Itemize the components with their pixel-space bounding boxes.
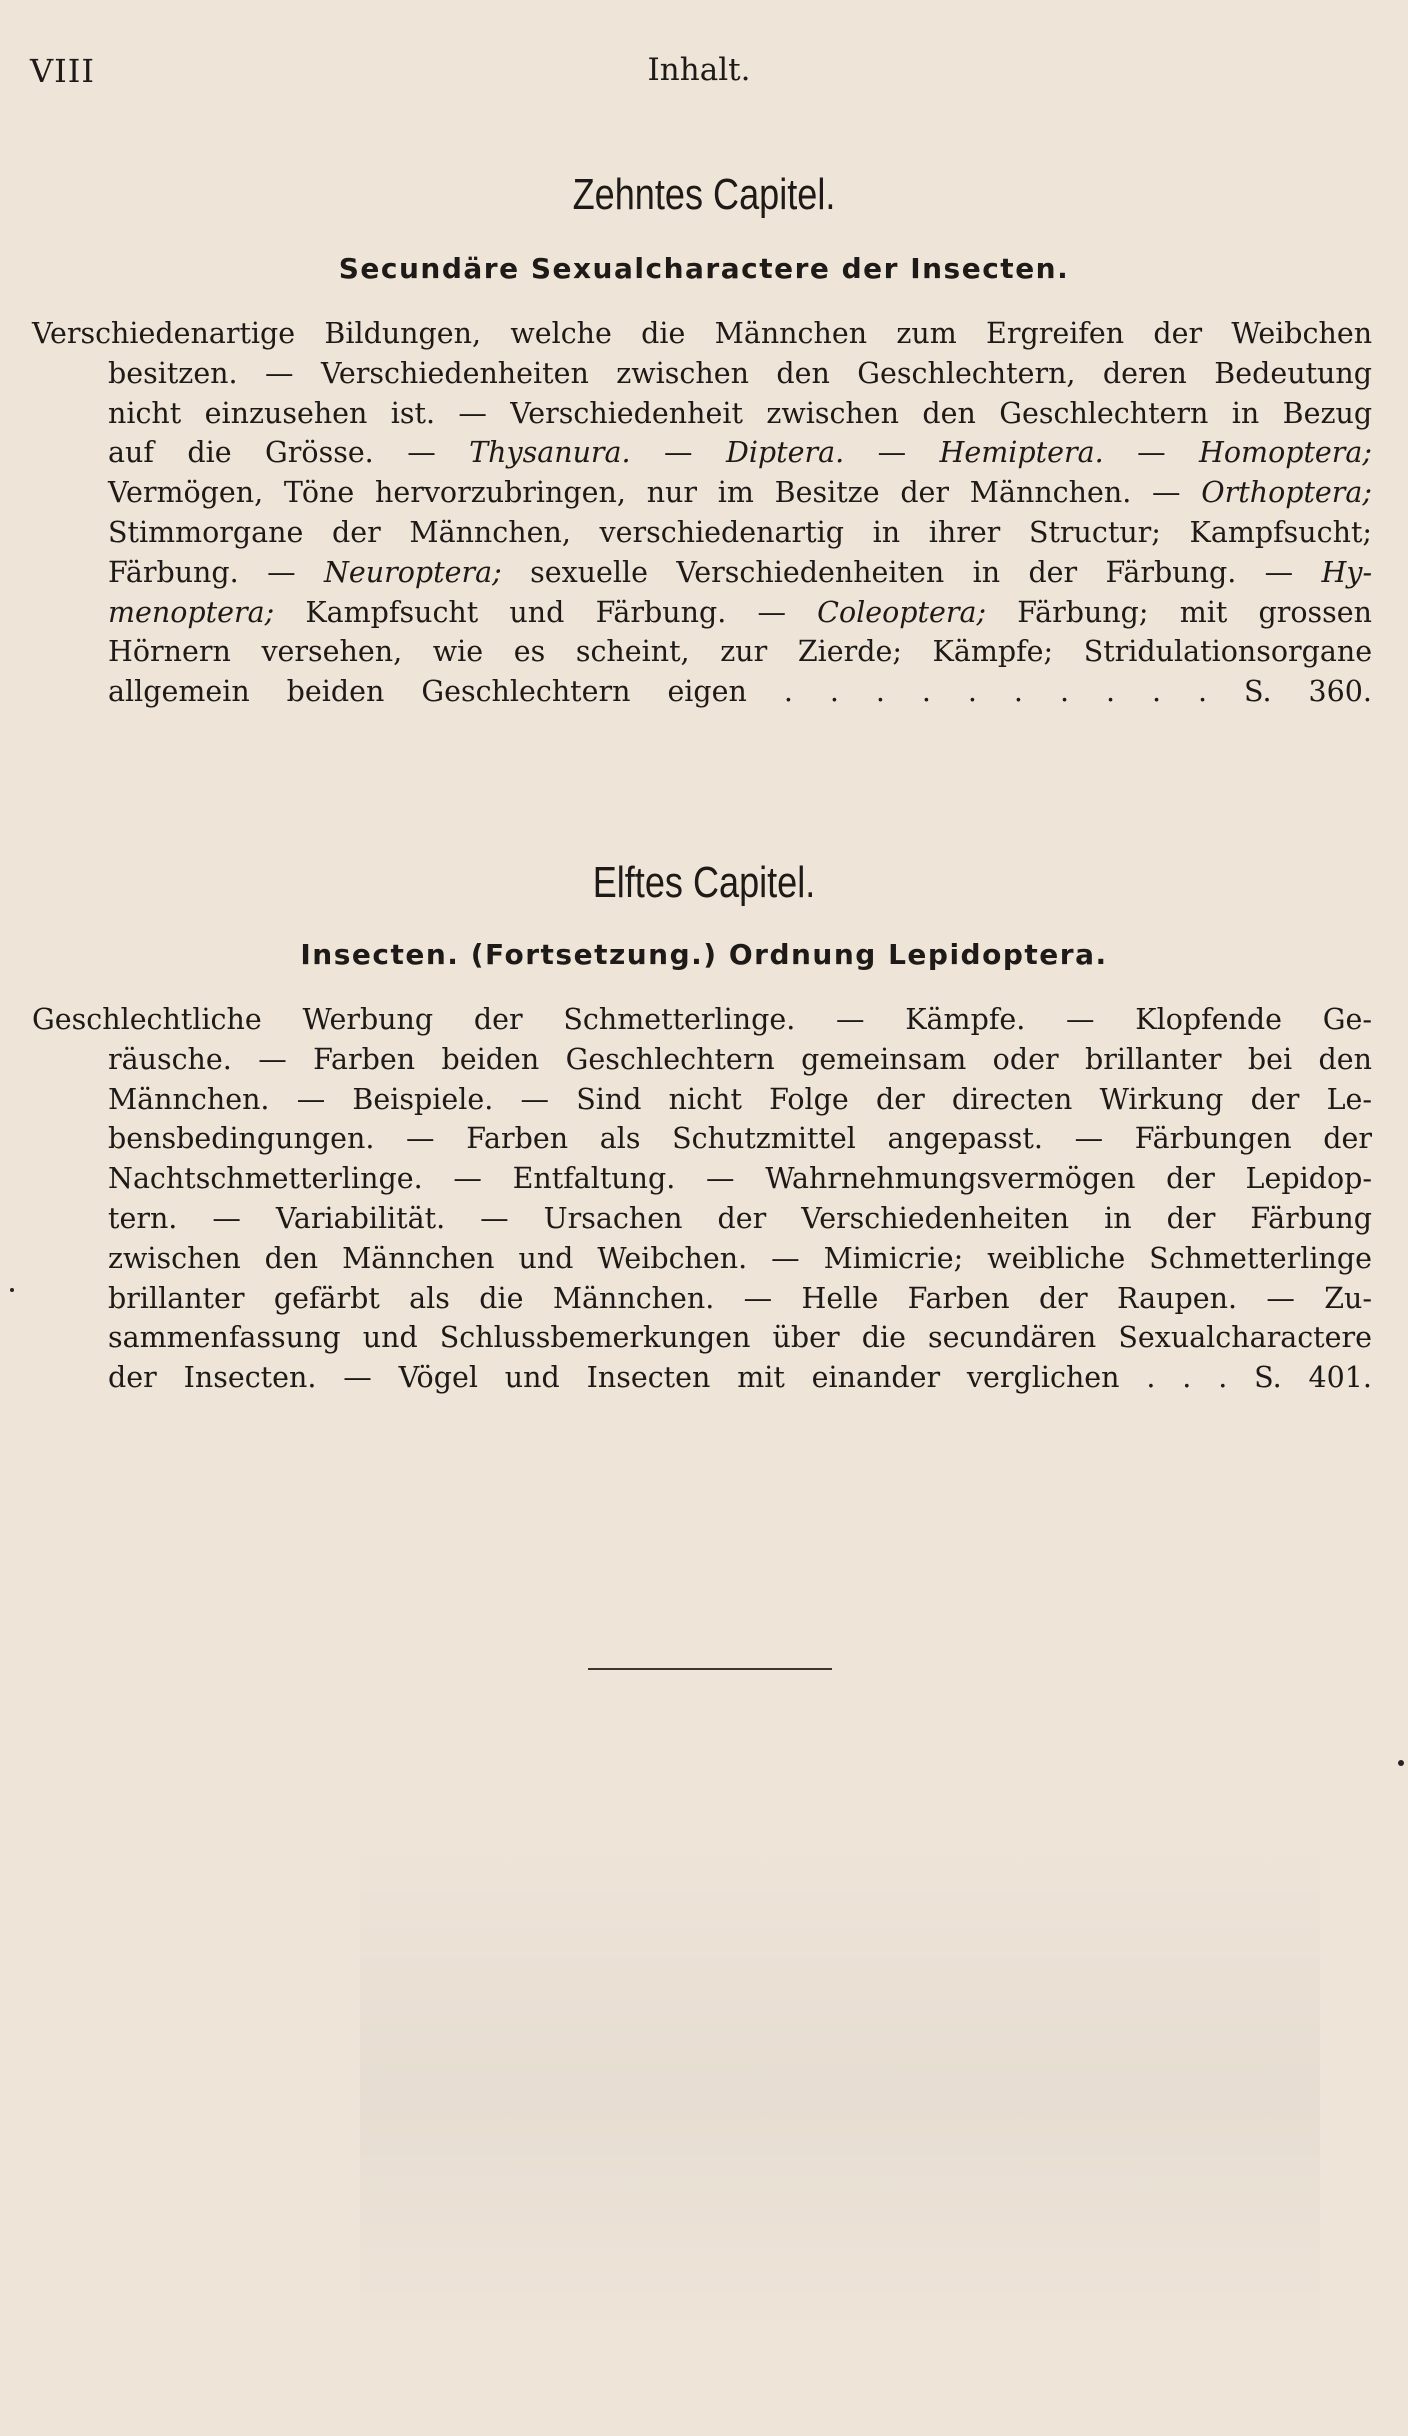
page-number: VIII xyxy=(30,52,96,90)
chapter-10-subtitle: Secundäre Sexualcharactere der Insecten. xyxy=(338,252,1070,285)
summary-line: allgemein beiden Geschlechtern eigen . . . . . . . . . . S. 360. xyxy=(108,675,1372,709)
summary-line: besitzen. — Verschiedenheiten zwischen den Geschlechtern, deren Bedeutung xyxy=(108,356,1372,390)
summary-line: auf die Grösse. — Thysanura. — Diptera. — Hemiptera. — Homoptera; xyxy=(108,436,1373,470)
chapter-10-summary xyxy=(32,314,1372,712)
ink-speck xyxy=(1398,1760,1404,1766)
chapter-10-title: Zehntes Capitel. xyxy=(572,170,836,219)
summary-line: der Insecten. — Vögel und Insecten mit einander verglichen . . . S. 401. xyxy=(108,1361,1372,1395)
summary-line: Färbung. — Neuroptera; sexuelle Verschiedenheiten in der Färbung. — Hy- xyxy=(108,555,1373,589)
summary-line: Nachtschmetterlinge. — Entfaltung. — Wahrnehmungsvermögen der Lepidop- xyxy=(108,1162,1372,1196)
section-divider xyxy=(588,1668,832,1670)
summary-line: brillanter gefärbt als die Männchen. — Helle Farben der Raupen. — Zu- xyxy=(108,1281,1372,1315)
summary-line: Geschlechtliche Werbung der Schmetterlinge. — Kämpfe. — Klopfende Ge- xyxy=(32,1003,1372,1036)
summary-line: tern. — Variabilität. — Ursachen der Verschiedenheiten in der Färbung xyxy=(108,1201,1372,1235)
summary-line: sammenfassung und Schlussbemerkungen über die secundären Sexualcharactere xyxy=(108,1321,1372,1355)
chapter-11-subtitle: Insecten. (Fortsetzung.) Ordnung Lepidoptera. xyxy=(300,938,1108,971)
page-header xyxy=(30,52,1368,92)
summary-line: Männchen. — Beispiele. — Sind nicht Folge der directen Wirkung der Le- xyxy=(108,1082,1372,1116)
running-title: Inhalt. xyxy=(647,52,751,88)
ink-speck xyxy=(10,1288,14,1292)
summary-line: Stimmorgane der Männchen, verschiedenartig in ihrer Structur; Kampfsucht; xyxy=(108,515,1372,549)
chapter-11-summary xyxy=(32,1000,1372,1398)
summary-line: Verschiedenartige Bildungen, welche die Männchen zum Ergreifen der Weibchen xyxy=(32,317,1373,350)
summary-line: nicht einzusehen ist. — Verschiedenheit zwischen den Geschlechtern in Bezug xyxy=(108,396,1373,430)
bleed-through-shading xyxy=(360,1840,1320,2340)
summary-line: zwischen den Männchen und Weibchen. — Mimicrie; weibliche Schmetterlinge xyxy=(108,1241,1372,1275)
summary-line: bensbedingungen. — Farben als Schutzmittel angepasst. — Färbungen der xyxy=(108,1122,1372,1156)
summary-line: menoptera; Kampfsucht und Färbung. — Coleoptera; Färbung; mit grossen xyxy=(108,595,1372,629)
summary-line: Hörnern versehen, wie es scheint, zur Zierde; Kämpfe; Stridulationsorgane xyxy=(108,635,1373,669)
summary-line: räusche. — Farben beiden Geschlechtern gemeinsam oder brillanter bei den xyxy=(108,1042,1372,1076)
chapter-11-title: Elftes Capitel. xyxy=(592,858,816,907)
summary-line: Vermögen, Töne hervorzubringen, nur im Besitze der Männchen. — Orthoptera; xyxy=(108,476,1373,510)
